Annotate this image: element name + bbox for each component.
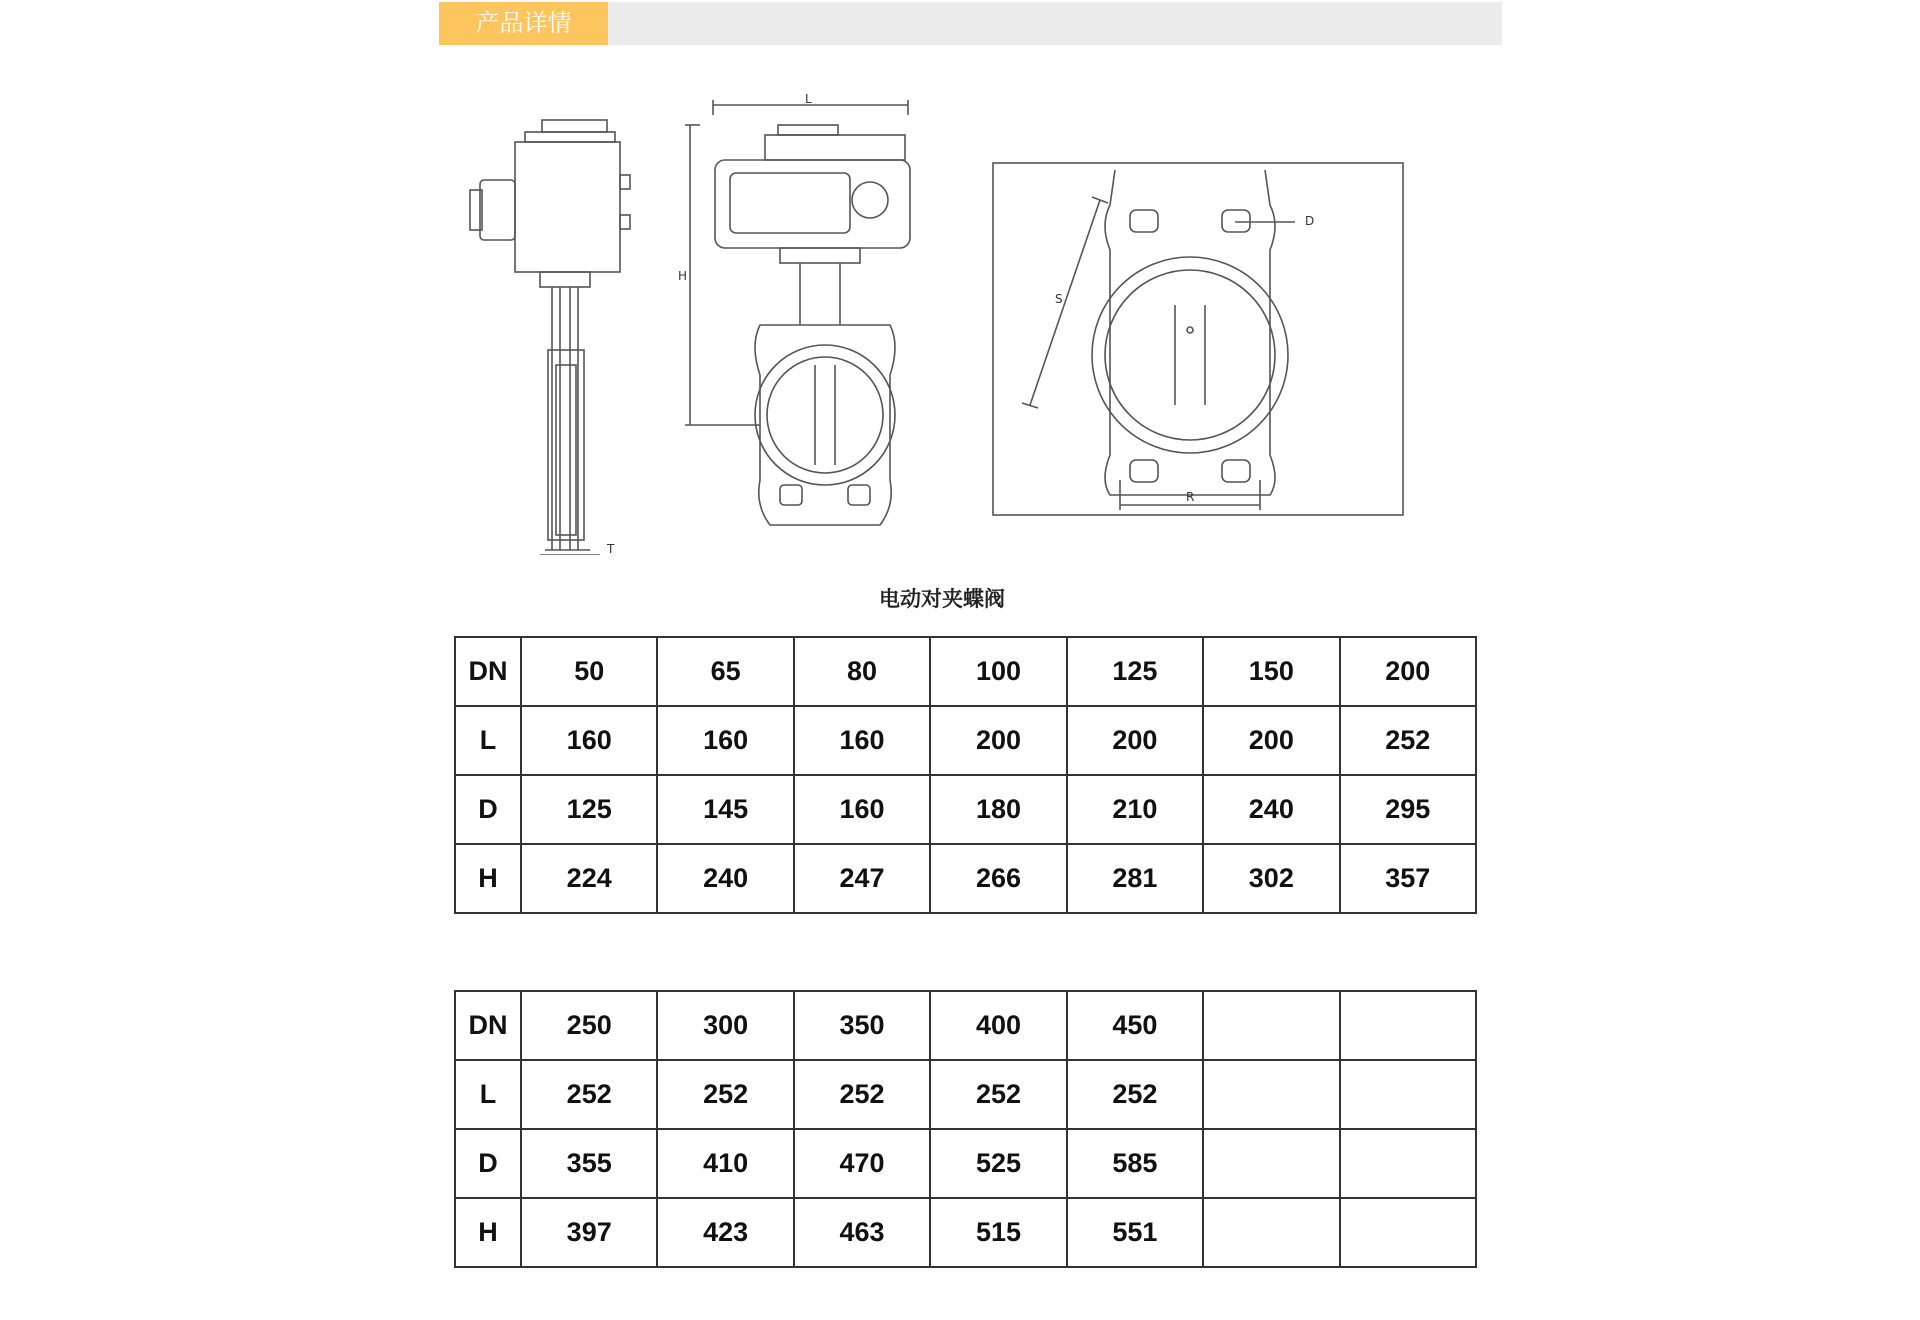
table-cell: 281 xyxy=(1067,844,1203,913)
table-cell: 450 xyxy=(1067,991,1203,1060)
table-cell: 150 xyxy=(1203,637,1339,706)
row-label: L xyxy=(455,1060,521,1129)
table-cell: 160 xyxy=(794,706,930,775)
table-cell: 145 xyxy=(657,775,793,844)
dim-label-H: H xyxy=(678,269,688,283)
table-cell: 224 xyxy=(521,844,657,913)
table-cell: 350 xyxy=(794,991,930,1060)
row-label: DN xyxy=(455,991,521,1060)
table-cell: 300 xyxy=(657,991,793,1060)
table-cell: 470 xyxy=(794,1129,930,1198)
dim-label-T: T xyxy=(607,542,615,555)
spec-table-1 xyxy=(454,636,1477,914)
table-cell: 210 xyxy=(1067,775,1203,844)
table-cell: 200 xyxy=(1340,637,1476,706)
table-cell: 423 xyxy=(657,1198,793,1267)
row-label: D xyxy=(455,1129,521,1198)
table-cell: 355 xyxy=(521,1129,657,1198)
table-cell: 551 xyxy=(1067,1198,1203,1267)
table-row xyxy=(455,1060,1476,1129)
table-cell: 200 xyxy=(1203,706,1339,775)
table-row xyxy=(455,775,1476,844)
table-cell: 525 xyxy=(930,1129,1066,1198)
dim-label-S: S xyxy=(1055,292,1063,306)
row-label: L xyxy=(455,706,521,775)
table-cell: 247 xyxy=(794,844,930,913)
table-cell: 252 xyxy=(794,1060,930,1129)
table-cell: 252 xyxy=(1340,706,1476,775)
table-row xyxy=(455,1198,1476,1267)
table-row xyxy=(455,844,1476,913)
table-row xyxy=(455,706,1476,775)
table-cell xyxy=(1340,991,1476,1060)
table-cell: 252 xyxy=(930,1060,1066,1129)
table-cell: 100 xyxy=(930,637,1066,706)
table-cell: 266 xyxy=(930,844,1066,913)
table-cell xyxy=(1340,1198,1476,1267)
table-cell xyxy=(1340,1129,1476,1198)
table-cell xyxy=(1203,1129,1339,1198)
product-details-tab[interactable]: 产品详情 xyxy=(439,2,608,45)
valve-side-view xyxy=(470,120,630,555)
section-header-bar xyxy=(439,2,1502,45)
table-cell: 240 xyxy=(657,844,793,913)
table-cell: 400 xyxy=(930,991,1066,1060)
valve-technical-drawing xyxy=(460,85,1460,555)
table-cell: 240 xyxy=(1203,775,1339,844)
table-cell: 357 xyxy=(1340,844,1476,913)
valve-front-view xyxy=(678,92,910,525)
table-cell: 252 xyxy=(657,1060,793,1129)
drawing-caption: 电动对夹蝶阀 xyxy=(879,587,1005,611)
table-cell: 125 xyxy=(521,775,657,844)
table-cell: 410 xyxy=(657,1129,793,1198)
table-cell: 463 xyxy=(794,1198,930,1267)
table-cell: 65 xyxy=(657,637,793,706)
table-cell: 295 xyxy=(1340,775,1476,844)
table-cell: 515 xyxy=(930,1198,1066,1267)
table-cell: 585 xyxy=(1067,1129,1203,1198)
table-cell: 252 xyxy=(1067,1060,1203,1129)
dim-label-L: L xyxy=(805,92,812,106)
table-cell: 160 xyxy=(657,706,793,775)
table-cell xyxy=(1340,1060,1476,1129)
dim-label-D: D xyxy=(1305,214,1315,228)
table-cell: 250 xyxy=(521,991,657,1060)
table-cell: 160 xyxy=(794,775,930,844)
table-cell: 302 xyxy=(1203,844,1339,913)
table-cell xyxy=(1203,1198,1339,1267)
spec-table-2 xyxy=(454,990,1477,1268)
table-cell: 160 xyxy=(521,706,657,775)
valve-flange-view xyxy=(993,163,1403,515)
row-label: D xyxy=(455,775,521,844)
dim-label-R: R xyxy=(1186,490,1195,504)
table-cell: 50 xyxy=(521,637,657,706)
table-cell: 200 xyxy=(930,706,1066,775)
table-cell: 397 xyxy=(521,1198,657,1267)
table-cell: 180 xyxy=(930,775,1066,844)
row-label: DN xyxy=(455,637,521,706)
table-row xyxy=(455,637,1476,706)
table-row xyxy=(455,991,1476,1060)
table-row xyxy=(455,1129,1476,1198)
table-cell: 200 xyxy=(1067,706,1203,775)
table-cell: 125 xyxy=(1067,637,1203,706)
row-label: H xyxy=(455,844,521,913)
table-cell: 252 xyxy=(521,1060,657,1129)
table-cell xyxy=(1203,1060,1339,1129)
table-cell xyxy=(1203,991,1339,1060)
table-cell: 80 xyxy=(794,637,930,706)
row-label: H xyxy=(455,1198,521,1267)
